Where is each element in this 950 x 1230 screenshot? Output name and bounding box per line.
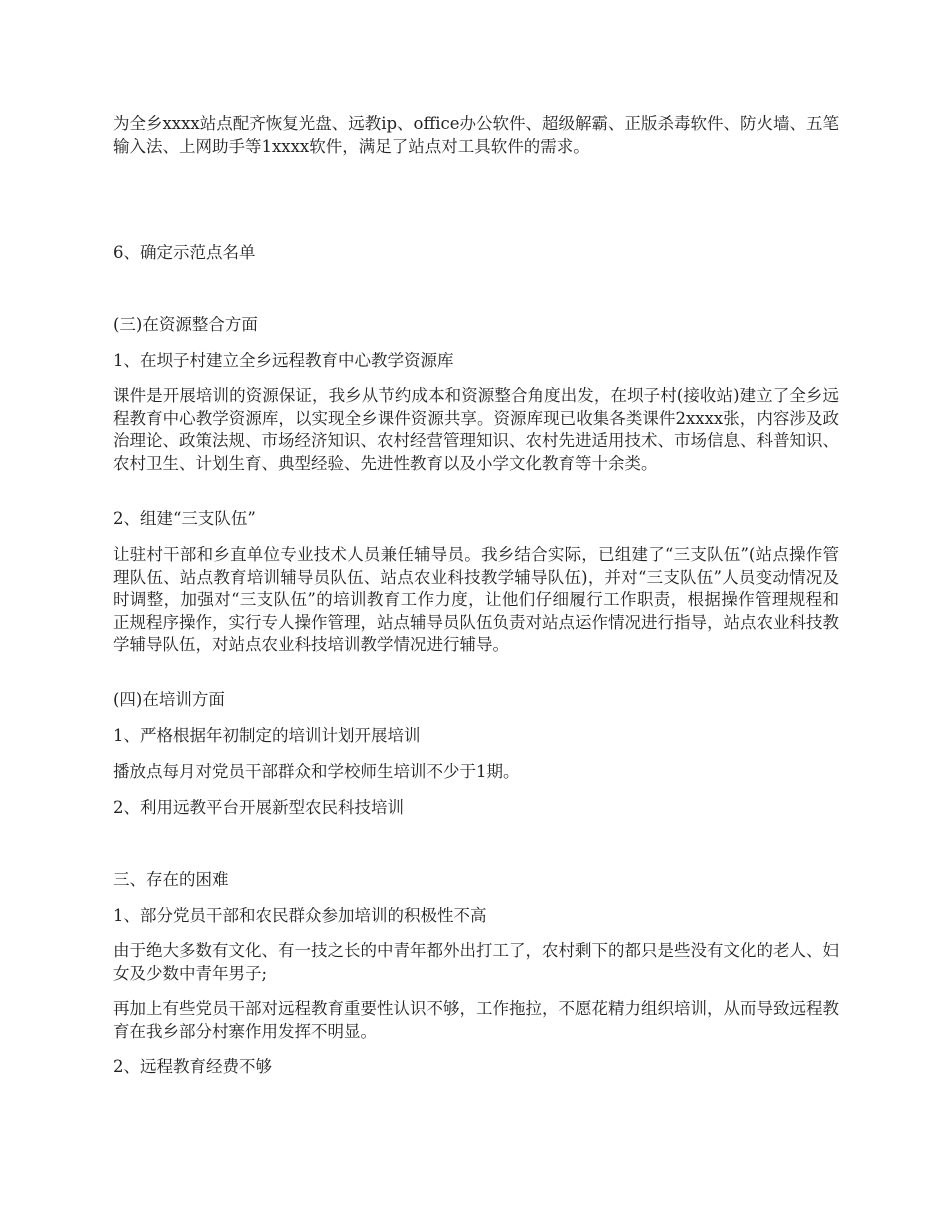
paragraph-three-teams: 让驻村干部和乡直单位专业技术人员兼任辅导员。我乡结合实际，已组建了“三支队伍”(站点操作管理队伍、站点教育培训辅导员队伍、站点农业科技教学辅导队伍)，并对“三支队伍”人员变动情况及时调整，加强对“三支队伍”的培训教育工作力度，让他们仔细履行工作职责，根据操作管理规程和正规程序操作，实行专人操作管理，站点辅导员队伍负责对站点运作情况进行指导，站点农业科技教学辅导队伍，对站点农业科技培训教学情况进行辅导。 [113, 545, 839, 654]
paragraph-rural-population: 由于绝大多数有文化、有一技之长的中青年都外出打工了，农村剩下的都只是些没有文化的老人、妇女及少数中青年男子; [113, 941, 839, 983]
heading-training-plan: 1、严格根据年初制定的培训计划开展培训 [113, 726, 421, 745]
heading-three-teams: 2、组建“三支队伍” [113, 509, 256, 528]
heading-difficulties: 三、存在的困难 [113, 870, 229, 889]
heading-low-enthusiasm: 1、部分党员干部和农民群众参加培训的积极性不高 [113, 906, 487, 925]
heading-resource-library: 1、在坝子村建立全乡远程教育中心教学资源库 [113, 351, 454, 370]
heading-resource-integration: (三)在资源整合方面 [113, 315, 258, 334]
paragraph-software-supply: 为全乡xxxx站点配齐恢复光盘、远教ip、office办公软件、超级解霸、正版杀毒软件、防火墙、五笔输入法、上网助手等1xxxx软件，满足了站点对工具软件的需求。 [113, 114, 839, 156]
paragraph-cadre-awareness: 再加上有些党员干部对远程教育重要性认识不够，工作拖拉，不愿花精力组织培训，从而导致远程教育在我乡部分村寨作用发挥不明显。 [113, 999, 839, 1041]
paragraph-monthly-training: 播放点每月对党员干部群众和学校师生培训不少于1期。 [113, 762, 520, 781]
heading-funding: 2、远程教育经费不够 [113, 1057, 272, 1076]
heading-training: (四)在培训方面 [113, 690, 225, 709]
heading-demo-sites: 6、确定示范点名单 [113, 243, 256, 262]
heading-farmer-training: 2、利用远教平台开展新型农民科技培训 [113, 798, 404, 817]
paragraph-courseware: 课件是开展培训的资源保证，我乡从节约成本和资源整合角度出发，在坝子村(接收站)建立了全乡远程教育中心教学资源库，以实现全乡课件资源共享。资源库现已收集各类课件2xxxx张，内容涉及政治理论、政策法规、市场经济知识、农村经营管理知识、农村先进适用技术、市场信息、科普知识、农村卫生、计划生育、典型经验、先进性教育以及小学文化教育等十余类。 [113, 386, 839, 473]
